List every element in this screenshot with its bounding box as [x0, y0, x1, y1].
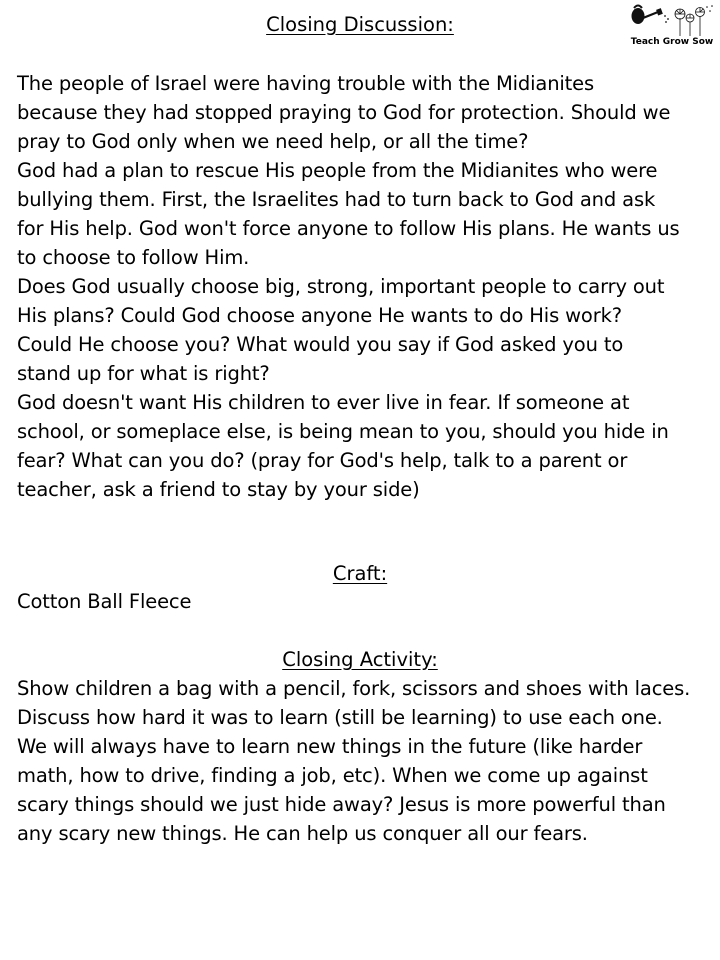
text-line: for His help. God won't force anyone to follow His plans. He wants us — [17, 217, 680, 240]
text-line: math, how to drive, finding a job, etc). When we come up against — [17, 764, 648, 787]
text-line: fear? What can you do? (pray for God's help, talk to a parent or — [17, 449, 628, 472]
closing-discussion-heading: Closing Discussion: — [266, 13, 454, 36]
closing-activity-text — [17, 674, 707, 848]
closing-activity-heading: Closing Activity: — [282, 648, 438, 671]
craft-text — [17, 587, 707, 616]
text-line: Discuss how hard it was to learn (still be learning) to use each one. — [17, 706, 663, 729]
craft-heading: Craft: — [332, 562, 388, 585]
text-line: because they had stopped praying to God for protection. Should we — [17, 101, 671, 124]
logo-text: Teach Grow Sow — [630, 37, 714, 47]
text-line: We will always have to learn new things in the future (like harder — [17, 735, 643, 758]
text-line: to choose to follow Him. — [17, 246, 250, 269]
craft-name: Cotton Ball Fleece — [17, 590, 192, 613]
text-line: scary things should we just hide away? Jesus is more powerful than — [17, 793, 666, 816]
text-line: The people of Israel were having trouble with the Midianites — [17, 72, 595, 95]
text-line: bullying them. First, the Israelites had to turn back to God and ask — [17, 188, 656, 211]
text-line: pray to God only when we need help, or all the time? — [17, 130, 529, 153]
text-line: God doesn't want His children to ever live in fear. If someone at — [17, 391, 630, 414]
text-line: God had a plan to rescue His people from the Midianites who were — [17, 159, 658, 182]
text-line: stand up for what is right? — [17, 362, 270, 385]
text-line: Could He choose you? What would you say if God asked you to — [17, 333, 624, 356]
text-line: Show children a bag with a pencil, fork, scissors and shoes with laces. — [17, 677, 691, 700]
text-line: school, or someplace else, is being mean to you, should you hide in — [17, 420, 669, 443]
text-line: teacher, ask a friend to stay by your side) — [17, 478, 420, 501]
text-line: Does God usually choose big, strong, important people to carry out — [17, 275, 665, 298]
text-line: any scary new things. He can help us conquer all our fears. — [17, 822, 588, 845]
closing-discussion-text — [17, 69, 707, 504]
text-line: His plans? Could God choose anyone He wants to do His work? — [17, 304, 622, 327]
